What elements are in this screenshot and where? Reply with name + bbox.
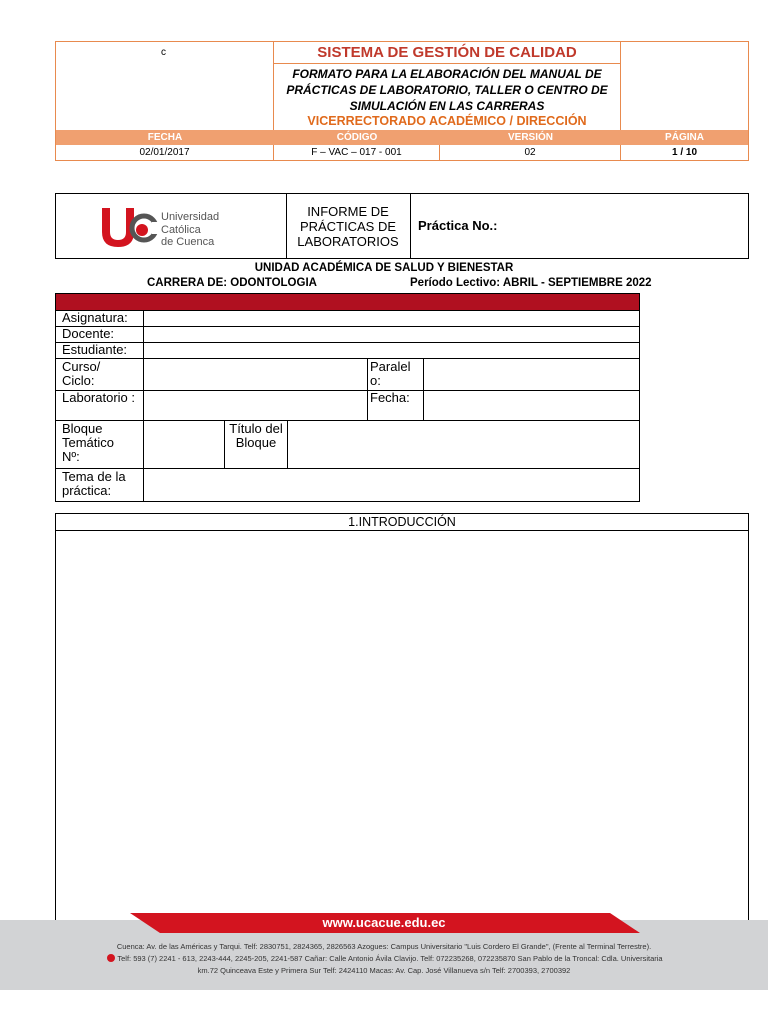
label-pagina: PÁGINA [665,132,704,143]
docente-label: Docente: [62,326,115,341]
bloque-label: Bloque Temático Nº: [62,421,115,464]
career: CARRERA DE: ODONTOLOGIA [147,277,317,289]
academic-unit: UNIDAD ACADÉMICA DE SALUD Y BIENESTAR [254,262,514,274]
report-title: INFORME DE PRÁCTICAS DE LABORATORIOS [286,194,411,258]
quality-header-center-cell [274,42,621,130]
asignatura-label: Asignatura: [62,310,128,325]
system-title: SISTEMA DE GESTIÓN DE CALIDAD [274,42,620,64]
department-subtitle: VICERRECTORADO ACADÉMICO / DIRECCIÓN [307,114,587,128]
quality-header [55,41,749,161]
quality-header-left-cell [56,42,274,130]
curso-label: Curso/ Ciclo: [62,359,101,388]
footer-line-2: Telf: 593 (7) 2241 - 613, 2243-444, 2245-205, 2241-587 Cañar: Calle Antonio Ávila Clavijo. Telf: 072235268, 072235870 San Pablo de la Troncal: Cdla. Universitaria [60,953,708,965]
practice-data-form [55,293,640,502]
website-link[interactable]: www.ucacue.edu.ec [322,915,446,930]
footer-addresses [60,941,708,977]
university-header [55,193,749,259]
introduction-section [55,513,749,946]
paralelo-label: Paralel o: [370,359,411,388]
tema-label: Tema de la práctica: [62,469,126,498]
titulo-bloque-label: Título del Bloque [229,421,283,450]
format-subtitle: FORMATO PARA LA ELABORACIÓN DEL MANUAL DE PRÁCTICAS DE LABORATORIO, TALLER O CENTRO DE SIMULACIÓN EN LAS CARRERAS [286,67,608,113]
university-name: Universidad Católica de Cuenca [161,211,220,248]
introduction-title: 1.INTRODUCCIÓN [56,514,748,531]
value-codigo: F – VAC – 017 - 001 [274,145,440,160]
practice-number-label: Práctica No.: [418,218,498,233]
footer-line-3: km.72 Quinceava Este y Primera Sur Telf: 2424110 Macas: Av. Cap. José Villanueva s/n Telf: 2700393, 2700392 [197,966,571,975]
uc-logo-icon [98,206,158,248]
label-version: VERSIÓN [507,132,553,143]
page-footer [0,915,768,990]
value-version: 02 [440,145,621,160]
university-logo [56,194,287,258]
corner-letter: c [161,47,166,58]
label-codigo: CÓDIGO [336,132,378,143]
laboratorio-label: Laboratorio : [62,390,135,405]
footer-line-1: Cuenca: Av. de las Américas y Tarqui. Telf: 2830751, 2824365, 2826563 Azogues: Campus Universitario "Luis Cordero El Grande", (Frente al Terminal Terrestre). [116,942,652,951]
value-pagina: 1 / 10 [671,147,698,158]
value-fecha: 02/01/2017 [56,145,274,160]
quality-header-right-cell [621,42,748,130]
label-fecha: FECHA [147,132,183,143]
fecha-label: Fecha: [370,390,410,405]
form-header-bar [56,294,639,310]
phone-icon [107,954,115,962]
estudiante-label: Estudiante: [62,342,128,357]
academic-period: Período Lectivo: ABRIL - SEPTIEMBRE 2022 [410,277,652,289]
meta-values-row [56,145,748,160]
meta-labels-row [56,130,748,145]
